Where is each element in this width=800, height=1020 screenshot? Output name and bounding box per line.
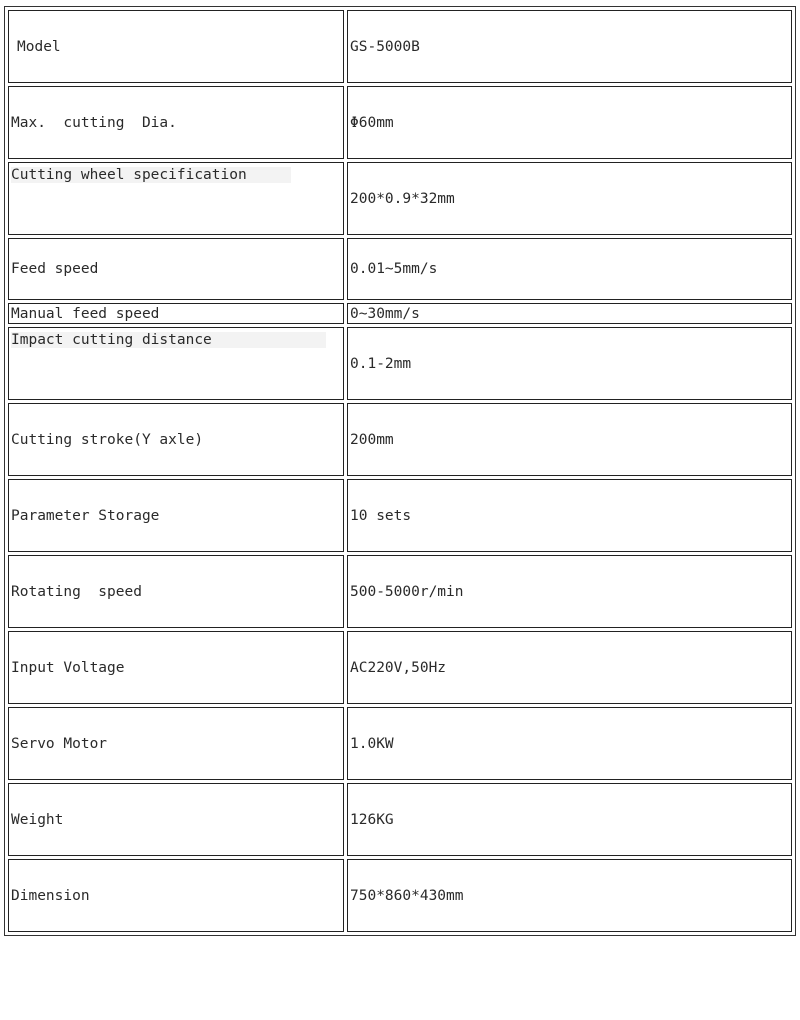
spec-value: 0.01~5mm/s (347, 238, 792, 300)
spec-label-text: Cutting wheel specification (11, 167, 291, 183)
table-row-weight (8, 783, 792, 856)
table-row-max-cutting-dia (8, 86, 792, 159)
spec-label: Servo Motor (8, 707, 344, 780)
spec-label: Cutting stroke(Y axle) (8, 403, 344, 476)
spec-value: 126KG (347, 783, 792, 856)
spec-label: Dimension (8, 859, 344, 932)
spec-value: 0~30mm/s (347, 303, 792, 324)
table-row-model (8, 10, 792, 83)
spec-value: 10 sets (347, 479, 792, 552)
spec-value: 200mm (347, 403, 792, 476)
table-row-rotating-speed (8, 555, 792, 628)
table-row-cutting-stroke (8, 403, 792, 476)
table-row-impact-cutting-distance (8, 327, 792, 400)
spec-label: Max. cutting Dia. (8, 86, 344, 159)
spec-value: GS-5000B (347, 10, 792, 83)
spec-value: 0.1-2mm (347, 327, 792, 400)
table-row-input-voltage (8, 631, 792, 704)
spec-table (4, 6, 796, 936)
table-row-dimension (8, 859, 792, 932)
table-row-feed-speed (8, 238, 792, 300)
spec-label: Weight (8, 783, 344, 856)
spec-value: 200*0.9*32mm (347, 162, 792, 235)
spec-label: Manual feed speed (8, 303, 344, 324)
spec-label-text: Model (17, 38, 61, 55)
spec-label: Input Voltage (8, 631, 344, 704)
spec-label (8, 327, 344, 400)
spec-value: Φ60mm (347, 86, 792, 159)
spec-label (8, 162, 344, 235)
spec-value: 500-5000r/min (347, 555, 792, 628)
spec-label: Parameter Storage (8, 479, 344, 552)
spec-value: 1.0KW (347, 707, 792, 780)
spec-label-text: Impact cutting distance (11, 332, 326, 348)
table-row-parameter-storage (8, 479, 792, 552)
spec-label (8, 10, 344, 83)
table-row-cutting-wheel-spec (8, 162, 792, 235)
table-row-manual-feed-speed (8, 303, 792, 324)
spec-value: 750*860*430mm (347, 859, 792, 932)
table-row-servo-motor (8, 707, 792, 780)
spec-value: AC220V,50Hz (347, 631, 792, 704)
spec-label: Feed speed (8, 238, 344, 300)
spec-label: Rotating speed (8, 555, 344, 628)
